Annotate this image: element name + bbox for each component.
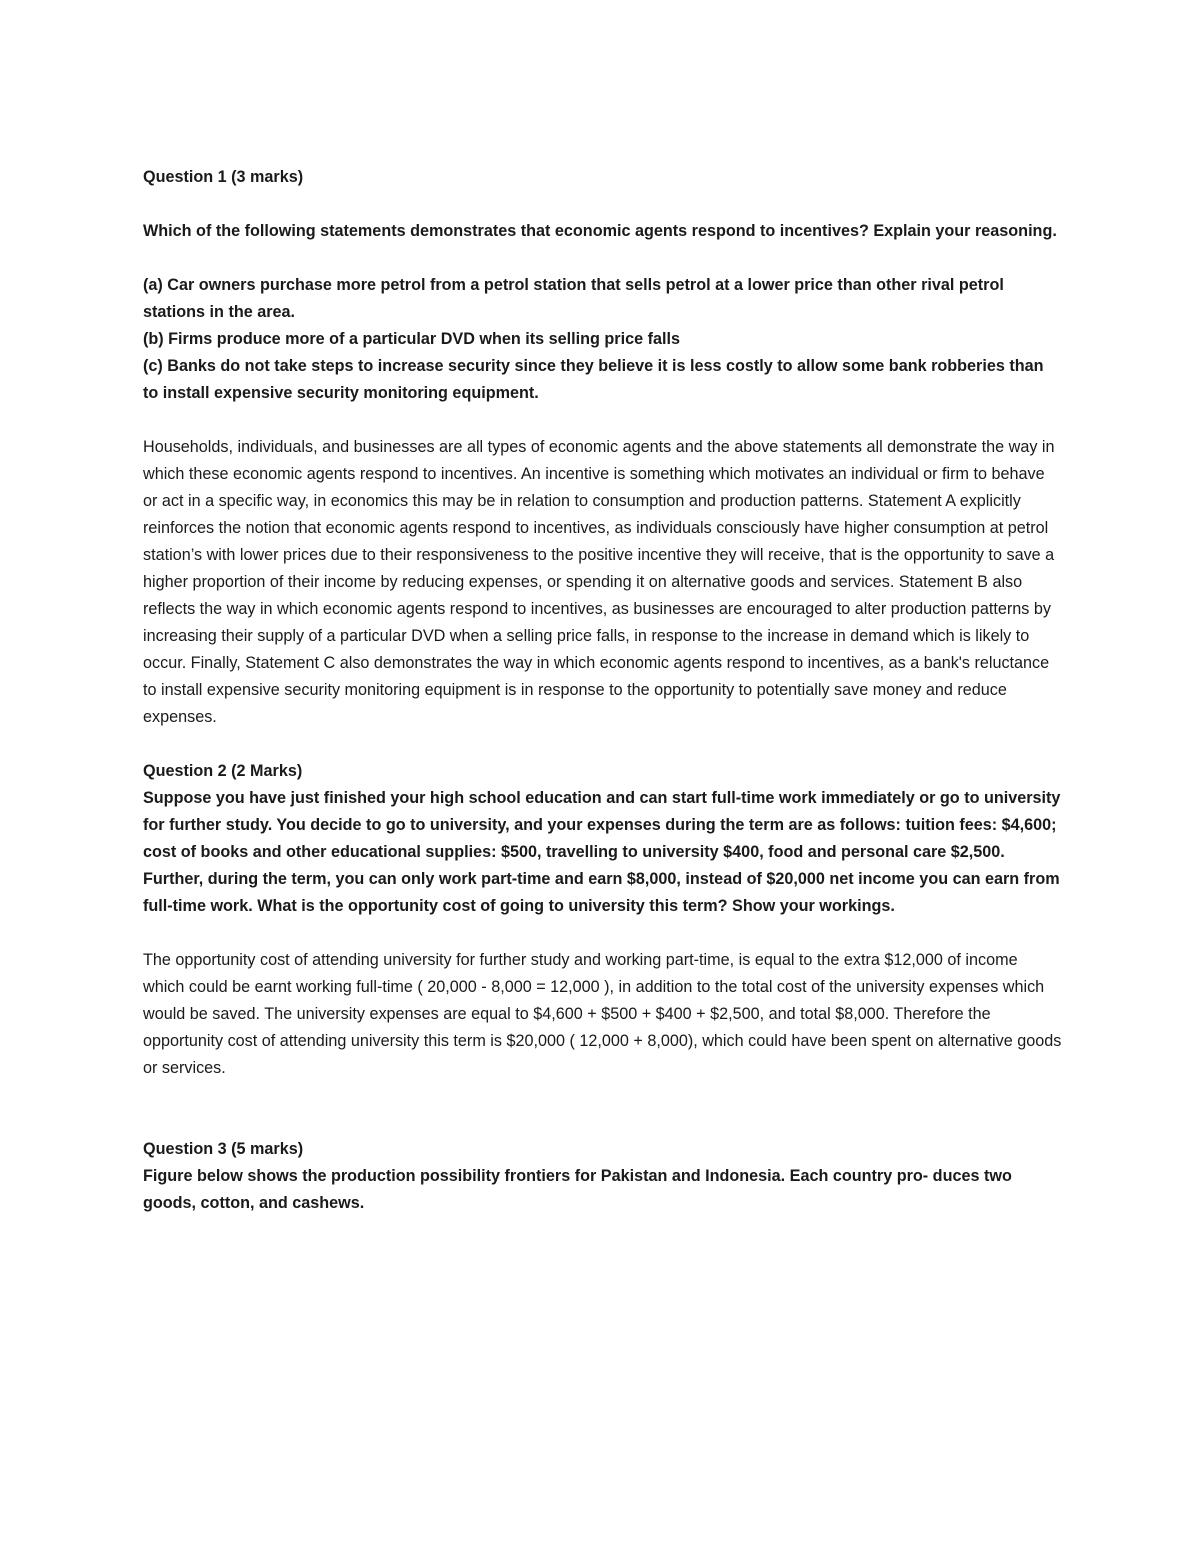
question-1-heading: Question 1 (3 marks)	[143, 168, 304, 186]
question-1-option-a: (a) Car owners purchase more petrol from a petrol station that sells petrol at a lower price than other rival petrol stations in the area.	[143, 276, 1004, 321]
question-2-heading: Question 2 (2 Marks)	[143, 762, 303, 780]
question-1-option-c: (c) Banks do not take steps to increase security since they believe it is less costly to allow some bank robberies than to install expensive security monitoring equipment.	[143, 357, 1044, 402]
question-1-answer: Households, individuals, and businesses are all types of economic agents and the above statements all demonstrate the way in which these economic agents respond to incentives. An incentive is something which motivates an individual or firm to behave or act in a specific way, in economics this may be in relation to consumption and production patterns. Statement A explicitly reinforces the notion that economic agents respond to incentives, as individuals consciously have higher consumption at petrol station’s with lower prices due to their responsiveness to the positive incentive they will receive, that is the opportunity to save a higher proportion of their income by reducing expenses, or spending it on alternative goods and services. Statement B also reflects the way in which economic agents respond to incentives, as businesses are encouraged to alter production patterns by increasing their supply of a particular DVD when a selling price falls, in response to the increase in demand which is likely to occur. Finally, Statement C also demonstrates the way in which economic agents respond to incentives, as a bank's reluctance to install expensive security monitoring equipment is in response to the opportunity to potentially save money and reduce expenses.	[143, 438, 1055, 726]
question-1-option-b: (b) Firms produce more of a particular DVD when its selling price falls	[143, 330, 681, 348]
question-2-prompt: Suppose you have just finished your high school education and can start full-time work immediately or go to university for further study. You decide to go to university, and your expenses during the term are as follows: tuition fees: $4,600; cost of books and other educational supplies: $500, travelling to university $400, food and personal care $2,500. Further, during the term, you can only work part-time and earn $8,000, instead of $20,000 net income you can earn from full-time work. What is the opportunity cost of going to university this term? Show your workings.	[143, 789, 1061, 915]
question-1-prompt: Which of the following statements demonstrates that economic agents respond to incentives? Explain your reasoning.	[143, 222, 1057, 240]
document-page	[143, 164, 1063, 1217]
question-3-prompt: Figure below shows the production possibility frontiers for Pakistan and Indonesia. Each country pro- duces two goods, cotton, and cashews.	[143, 1167, 1012, 1212]
question-2-answer: The opportunity cost of attending university for further study and working part-time, is equal to the extra $12,000 of income which could be earnt working full-time ( 20,000 - 8,000 = 12,000 ), in addition to the total cost of the university expenses which would be saved. The university expenses are equal to $4,600 + $500 + $400 + $2,500, and total $8,000. Therefore the opportunity cost of attending university this term is $20,000 ( 12,000 + 8,000), which could have been spent on alternative goods or services.	[143, 951, 1062, 1077]
question-3-heading: Question 3 (5 marks)	[143, 1140, 304, 1158]
